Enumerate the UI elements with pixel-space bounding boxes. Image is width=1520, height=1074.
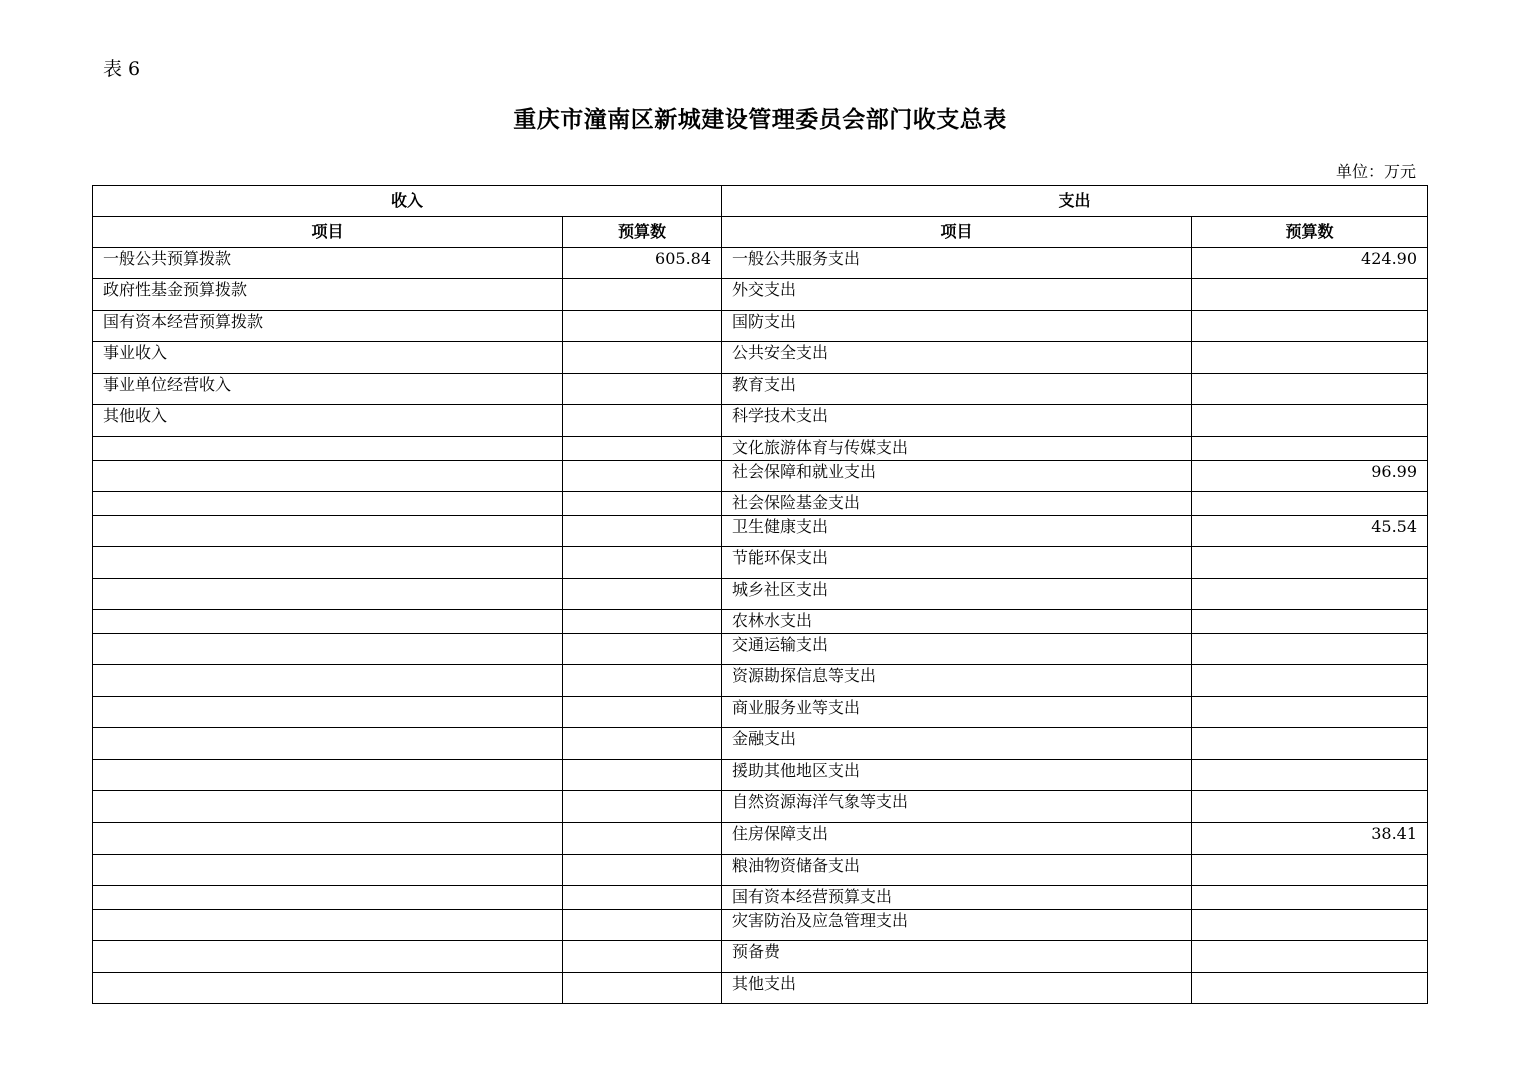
expense-item-cell: 节能环保支出 — [722, 547, 1192, 579]
table-row — [93, 311, 1428, 342]
income-value-cell — [563, 547, 722, 579]
header-row-columns — [93, 217, 1428, 248]
table-body — [93, 248, 1428, 1004]
expense-value-cell — [1192, 941, 1428, 973]
expense-item-cell: 预备费 — [722, 941, 1192, 973]
expense-item-cell: 其他支出 — [722, 973, 1192, 1004]
income-value-cell — [563, 405, 722, 437]
income-value-cell — [563, 374, 722, 405]
expense-item-cell: 灾害防治及应急管理支出 — [722, 910, 1192, 941]
income-value-cell — [563, 760, 722, 791]
expense-item-cell: 援助其他地区支出 — [722, 760, 1192, 791]
expense-value-cell — [1192, 886, 1428, 910]
expense-value-cell — [1192, 374, 1428, 405]
income-item-header: 项目 — [93, 217, 563, 248]
income-item-cell: 事业收入 — [93, 342, 563, 374]
income-value-cell — [563, 610, 722, 634]
table-row — [93, 791, 1428, 823]
table-row — [93, 760, 1428, 791]
expense-item-cell: 国有资本经营预算支出 — [722, 886, 1192, 910]
income-item-cell: 其他收入 — [93, 405, 563, 437]
expense-value-cell — [1192, 760, 1428, 791]
income-item-cell — [93, 516, 563, 547]
table-row — [93, 886, 1428, 910]
expense-item-cell: 科学技术支出 — [722, 405, 1192, 437]
expense-item-cell: 一般公共服务支出 — [722, 248, 1192, 279]
expense-item-cell: 农林水支出 — [722, 610, 1192, 634]
page-label: 表 6 — [103, 58, 141, 80]
expense-item-cell: 国防支出 — [722, 311, 1192, 342]
income-value-cell — [563, 665, 722, 697]
income-item-cell — [93, 665, 563, 697]
table-row — [93, 437, 1428, 461]
income-value-cell — [563, 437, 722, 461]
income-value-cell — [563, 941, 722, 973]
expense-value-cell — [1192, 634, 1428, 665]
table-row — [93, 665, 1428, 697]
header-row-groups — [93, 186, 1428, 217]
expense-item-cell: 社会保险基金支出 — [722, 492, 1192, 516]
table-row — [93, 374, 1428, 405]
expense-item-cell: 卫生健康支出 — [722, 516, 1192, 547]
expense-value-cell — [1192, 492, 1428, 516]
income-item-cell — [93, 461, 563, 492]
expense-value-cell: 424.90 — [1192, 248, 1428, 279]
income-item-cell — [93, 492, 563, 516]
expense-value-cell: 96.99 — [1192, 461, 1428, 492]
income-item-cell: 政府性基金预算拨款 — [93, 279, 563, 311]
table-row — [93, 634, 1428, 665]
income-value-cell — [563, 728, 722, 760]
income-item-cell: 事业单位经营收入 — [93, 374, 563, 405]
expense-value-cell — [1192, 342, 1428, 374]
income-value-cell — [563, 886, 722, 910]
income-item-cell — [93, 697, 563, 728]
table-row — [93, 279, 1428, 311]
income-budget-header: 预算数 — [563, 217, 722, 248]
table-row — [93, 855, 1428, 886]
expense-value-cell — [1192, 855, 1428, 886]
income-item-cell — [93, 547, 563, 579]
income-item-cell — [93, 610, 563, 634]
expense-value-cell: 38.41 — [1192, 823, 1428, 855]
table-row — [93, 697, 1428, 728]
table-row — [93, 910, 1428, 941]
income-value-cell — [563, 492, 722, 516]
expense-value-cell — [1192, 697, 1428, 728]
income-item-cell — [93, 791, 563, 823]
income-value-cell: 605.84 — [563, 248, 722, 279]
table-row — [93, 941, 1428, 973]
expense-item-cell: 商业服务业等支出 — [722, 697, 1192, 728]
expense-item-cell: 公共安全支出 — [722, 342, 1192, 374]
income-value-cell — [563, 516, 722, 547]
income-value-cell — [563, 461, 722, 492]
table-row — [93, 973, 1428, 1004]
expense-value-cell — [1192, 791, 1428, 823]
expense-item-cell: 文化旅游体育与传媒支出 — [722, 437, 1192, 461]
income-value-cell — [563, 342, 722, 374]
expense-item-cell: 外交支出 — [722, 279, 1192, 311]
expense-item-cell: 交通运输支出 — [722, 634, 1192, 665]
income-header: 收入 — [93, 186, 722, 217]
expense-item-header: 项目 — [722, 217, 1192, 248]
table-row — [93, 547, 1428, 579]
expense-value-cell — [1192, 311, 1428, 342]
income-item-cell — [93, 760, 563, 791]
income-value-cell — [563, 311, 722, 342]
income-value-cell — [563, 579, 722, 610]
income-value-cell — [563, 823, 722, 855]
unit-label: 单位：万元 — [1335, 162, 1416, 181]
expense-value-cell — [1192, 728, 1428, 760]
income-item-cell — [93, 634, 563, 665]
expense-item-cell: 资源勘探信息等支出 — [722, 665, 1192, 697]
expense-item-cell: 金融支出 — [722, 728, 1192, 760]
expense-value-cell — [1192, 279, 1428, 311]
table-row — [93, 516, 1428, 547]
table-row — [93, 610, 1428, 634]
income-item-cell — [93, 437, 563, 461]
income-item-cell — [93, 973, 563, 1004]
income-value-cell — [563, 697, 722, 728]
expense-item-cell: 社会保障和就业支出 — [722, 461, 1192, 492]
expense-item-cell: 粮油物资储备支出 — [722, 855, 1192, 886]
income-item-cell — [93, 728, 563, 760]
income-item-cell — [93, 910, 563, 941]
budget-table — [92, 185, 1428, 1004]
table-row — [93, 823, 1428, 855]
income-item-cell: 国有资本经营预算拨款 — [93, 311, 563, 342]
expense-value-cell — [1192, 579, 1428, 610]
expense-value-cell — [1192, 405, 1428, 437]
expense-value-cell — [1192, 973, 1428, 1004]
income-item-cell — [93, 823, 563, 855]
expense-item-cell: 住房保障支出 — [722, 823, 1192, 855]
page-title: 重庆市潼南区新城建设管理委员会部门收支总表 — [513, 106, 1007, 133]
income-value-cell — [563, 279, 722, 311]
table-row — [93, 405, 1428, 437]
income-value-cell — [563, 634, 722, 665]
expense-item-cell: 教育支出 — [722, 374, 1192, 405]
expense-budget-header: 预算数 — [1192, 217, 1428, 248]
table-row — [93, 248, 1428, 279]
expense-item-cell: 城乡社区支出 — [722, 579, 1192, 610]
income-value-cell — [563, 910, 722, 941]
table-row — [93, 492, 1428, 516]
income-value-cell — [563, 855, 722, 886]
table-row — [93, 579, 1428, 610]
income-item-cell: 一般公共预算拨款 — [93, 248, 563, 279]
expense-value-cell — [1192, 547, 1428, 579]
income-value-cell — [563, 973, 722, 1004]
income-item-cell — [93, 855, 563, 886]
table-row — [93, 728, 1428, 760]
expense-header: 支出 — [722, 186, 1428, 217]
expense-value-cell: 45.54 — [1192, 516, 1428, 547]
expense-value-cell — [1192, 910, 1428, 941]
expense-item-cell: 自然资源海洋气象等支出 — [722, 791, 1192, 823]
table-row — [93, 342, 1428, 374]
income-item-cell — [93, 886, 563, 910]
expense-value-cell — [1192, 437, 1428, 461]
income-item-cell — [93, 579, 563, 610]
expense-value-cell — [1192, 665, 1428, 697]
income-item-cell — [93, 941, 563, 973]
table-row — [93, 461, 1428, 492]
income-value-cell — [563, 791, 722, 823]
expense-value-cell — [1192, 610, 1428, 634]
